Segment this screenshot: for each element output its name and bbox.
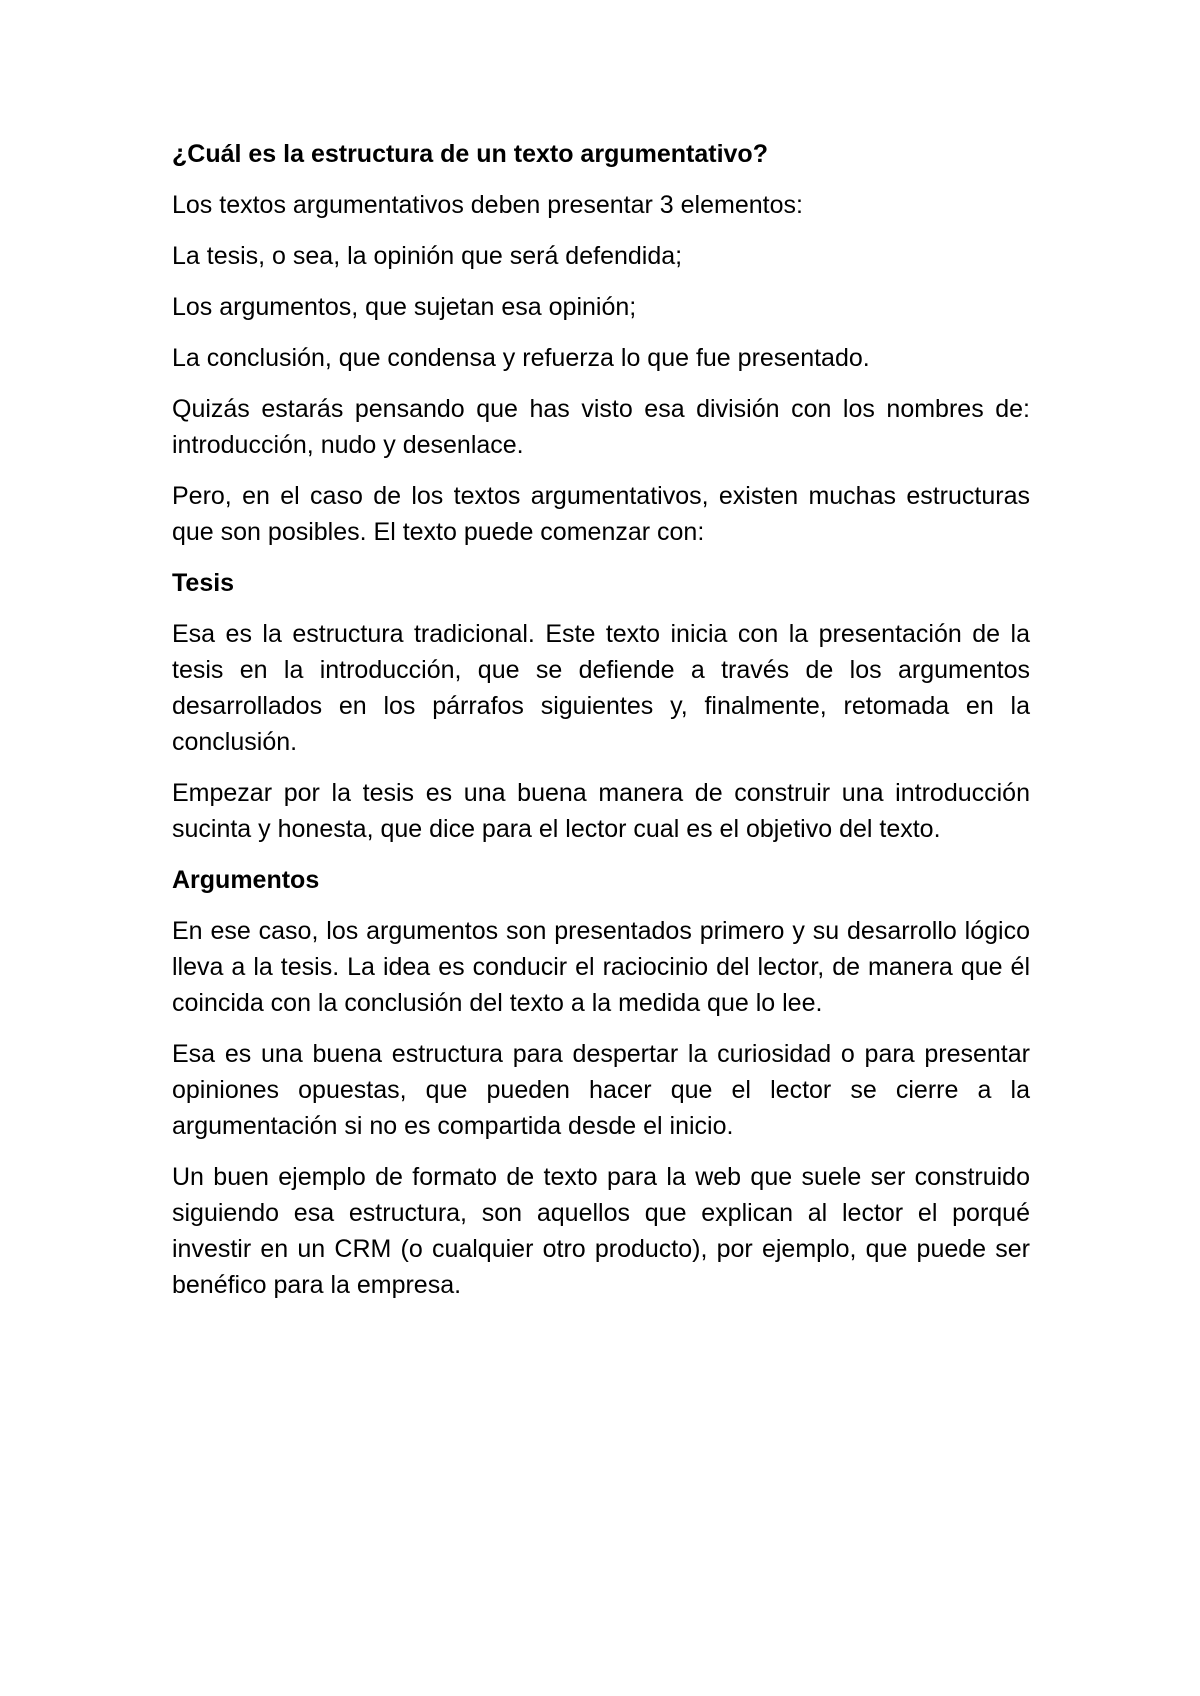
element-item-conclusion: La conclusión, que condensa y refuerza lo que fue presentado. [172, 344, 870, 372]
paragraph: Un buen ejemplo de formato de texto para la web que suele ser construido siguiendo esa estructura, son aquellos que explican al lector el porqué investir en un CRM (o cualquier otro producto), por ejemplo, que puede ser benéfico para la empresa. [172, 1163, 1030, 1299]
paragraph: Empezar por la tesis es una buena manera de construir una introducción sucinta y honesta, que dice para el lector cual es el objetivo del texto. [172, 779, 1030, 843]
element-item-arguments: Los argumentos, que sujetan esa opinión; [172, 293, 637, 321]
paragraph: Quizás estarás pensando que has visto esa división con los nombres de: introducción, nudo y desenlace. [172, 395, 1030, 459]
section-heading-argumentos: Argumentos [172, 866, 320, 894]
paragraph: En ese caso, los argumentos son presentados primero y su desarrollo lógico lleva a la tesis. La idea es conducir el raciocinio del lector, de manera que él coincida con la conclusión del texto a la medida que lo lee. [172, 917, 1030, 1017]
paragraph: Esa es la estructura tradicional. Este texto inicia con la presentación de la tesis en la introducción, que se defiende a través de los argumentos desarrollados en los párrafos siguientes y, finalmente, retomada en la conclusión. [172, 620, 1030, 756]
section-heading-tesis: Tesis [172, 569, 235, 597]
paragraph: Esa es una buena estructura para despertar la curiosidad o para presentar opiniones opuestas, que pueden hacer que el lector se cierre a la argumentación si no es compartida desde el inicio. [172, 1040, 1030, 1140]
element-item-thesis: La tesis, o sea, la opinión que será defendida; [172, 242, 683, 270]
intro-paragraph: Los textos argumentativos deben presentar 3 elementos: [172, 191, 803, 219]
document-body [172, 136, 1030, 1318]
paragraph: Pero, en el caso de los textos argumentativos, existen muchas estructuras que son posibles. El texto puede comenzar con: [172, 482, 1030, 546]
document-title: ¿Cuál es la estructura de un texto argumentativo? [172, 140, 768, 168]
